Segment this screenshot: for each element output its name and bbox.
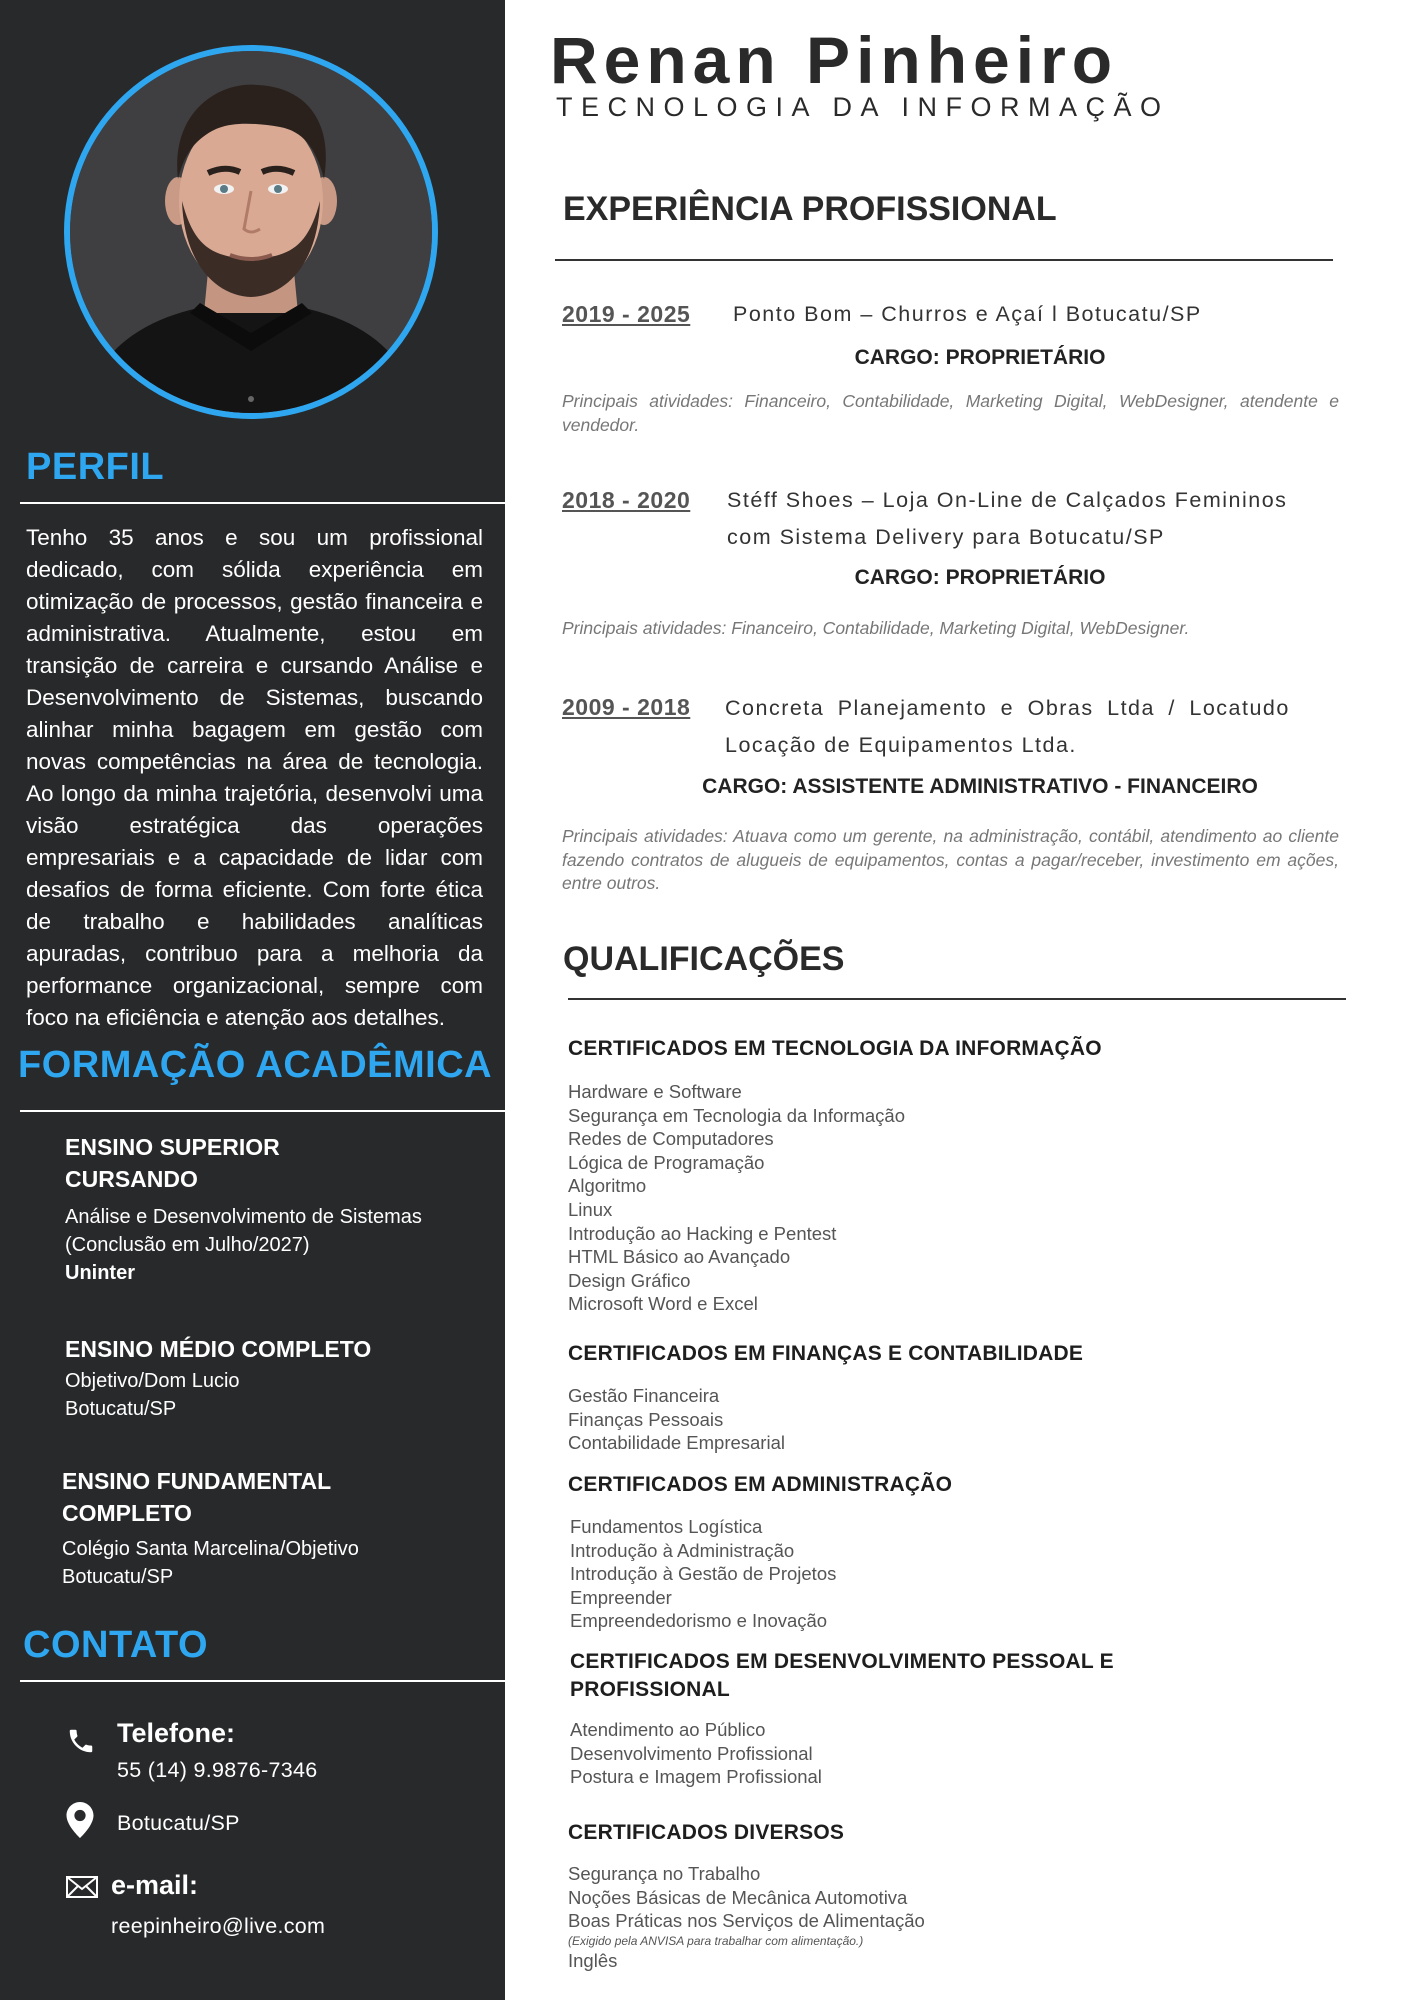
job-company: Ponto Bom – Churros e Açaí l Botucatu/SP [733,302,1202,326]
cert-group-title: CERTIFICADOS EM ADMINISTRAÇÃO [568,1473,953,1496]
education-school: Objetivo/Dom Lucio [65,1370,240,1392]
cert-item: Gestão Financeira [568,1385,720,1406]
education-divider [20,1110,505,1112]
cert-item: Segurança em Tecnologia da Informação [568,1104,905,1126]
cert-item: Segurança no Trabalho [568,1863,761,1884]
education-item-elementary [62,1465,482,1591]
cert-item: Introdução à Gestão de Projetos [570,1563,837,1585]
cert-item: Empreender [570,1586,672,1608]
cert-group-title: CERTIFICADOS EM TECNOLOGIA DA INFORMAÇÃO [568,1037,1102,1060]
job-company: Concreta Planejamento e Obras Ltda / Locatudo [725,696,1290,720]
job-role: CARGO: PROPRIETÁRIO [854,566,1106,589]
education-title: ENSINO FUNDAMENTAL [62,1468,332,1494]
experience-heading: EXPERIÊNCIA PROFISSIONAL [563,190,1057,228]
job-activities: Principais atividades: Financeiro, Contabilidade, Marketing Digital, WebDesigner, atendente e vendedor. [562,391,1339,435]
job-period: 2019 - 2025 [562,301,691,327]
education-title-line2: CURSANDO [65,1166,198,1192]
education-course: Análise e Desenvolvimento de Sistemas [65,1206,422,1228]
location-value: Botucatu/SP [117,1811,240,1835]
cert-note: (Exigido pela ANVISA para trabalhar com alimentação.) [568,1933,864,1948]
cert-item: Hardware e Software [568,1081,742,1102]
cert-list [568,1384,1328,1455]
candidate-name: Renan Pinheiro [550,23,1119,97]
phone-icon [66,1726,96,1756]
cert-item: Introdução ao Hacking e Pentest [568,1222,837,1244]
education-title-line2: COMPLETO [62,1500,192,1526]
cert-group-title: CERTIFICADOS EM FINANÇAS E CONTABILIDADE [568,1342,1084,1365]
cert-item: Finanças Pessoais [568,1408,724,1430]
cert-item: Atendimento ao Público [570,1719,766,1740]
job-role: CARGO: ASSISTENTE ADMINISTRATIVO - FINANCEIRO [702,775,1258,798]
cert-item: Noções Básicas de Mecânica Automotiva [568,1886,908,1908]
person-portrait-image [70,51,432,413]
cert-item: Fundamentos Logística [570,1516,763,1537]
profile-divider [20,502,505,504]
education-title: ENSINO SUPERIOR [65,1134,280,1160]
cert-group-title: CERTIFICADOS DIVERSOS [568,1821,845,1844]
job-role: CARGO: PROPRIETÁRIO [854,346,1106,369]
job-activities: Principais atividades: Financeiro, Contabilidade, Marketing Digital, WebDesigner. [562,618,1190,638]
phone-label: Telefone: [117,1718,236,1748]
cert-item: Empreendedorismo e Inovação [570,1610,828,1632]
cert-item: Algoritmo [568,1175,647,1197]
education-school: Colégio Santa Marcelina/Objetivo [62,1538,359,1560]
cert-item: Lógica de Programação [568,1151,765,1173]
cert-item: Boas Práticas nos Serviços de Alimentação [568,1910,925,1932]
education-city: Botucatu/SP [62,1566,174,1588]
job-company-line2: Locação de Equipamentos Ltda. [725,733,1077,757]
profile-heading: PERFIL [26,446,165,488]
cert-item: Linux [568,1198,613,1220]
education-conclusion: (Conclusão em Julho/2027) [65,1234,310,1256]
job-company: Stéff Shoes – Loja On-Line de Calçados Femininos [727,488,1288,512]
cert-item: Inglês [568,1949,618,1971]
education-title: ENSINO MÉDIO COMPLETO [65,1336,372,1362]
cert-list [568,1080,1328,1316]
location-pin-icon [66,1802,94,1838]
cert-item: Design Gráfico [568,1269,691,1291]
phone-number[interactable]: 55 (14) 9.9876-7346 [117,1758,318,1782]
job-activities: Principais atividades: Atuava como um gerente, na administração, contábil, atendimento ao cliente fazendo contratos de alugueis de equipamentos, contas a pagar/receber, investimento em ações, entre outros. [562,826,1339,893]
education-city: Botucatu/SP [65,1398,177,1420]
cert-item: Contabilidade Empresarial [568,1432,785,1454]
job-period: 2018 - 2020 [562,487,691,513]
cert-item: Redes de Computadores [568,1128,774,1150]
candidate-role: TECNOLOGIA DA INFORMAÇÃO [556,92,1170,122]
cert-item: Introdução à Administração [570,1539,795,1561]
contact-heading: CONTATO [23,1624,209,1666]
education-heading: FORMAÇÃO ACADÊMICA [18,1044,493,1086]
experience-divider [555,259,1333,261]
cert-item: Desenvolvimento Profissional [570,1742,813,1764]
cert-item: Postura e Imagem Profissional [570,1766,822,1788]
education-institution: Uninter [65,1262,135,1284]
cert-list [570,1515,1330,1633]
email-address[interactable]: reepinheiro@live.com [111,1914,326,1938]
cert-item: HTML Básico ao Avançado [568,1246,791,1268]
qualifications-heading: QUALIFICAÇÕES [563,940,845,978]
education-item-higher [65,1131,485,1287]
cert-group-title: CERTIFICADOS EM DESENVOLVIMENTO PESSOAL E PROFISSIONAL [570,1650,1114,1701]
contact-divider [20,1680,505,1682]
email-label: e-mail: [111,1870,199,1900]
envelope-icon [66,1876,98,1898]
job-company-line2: com Sistema Delivery para Botucatu/SP [727,525,1165,549]
cert-list [568,1862,1328,1972]
profile-photo [64,45,438,419]
job-period: 2009 - 2018 [562,694,691,720]
cert-item: Microsoft Word e Excel [568,1293,758,1315]
education-item-highschool [65,1333,485,1423]
cert-list [570,1718,1330,1789]
profile-text: Tenho 35 anos e sou um profissional dedicado, com sólida experiência em otimização de processos, gestão financeira e administrativa. Atualmente, estou em transição de carreira e cursando Análise e Desenvolvimento de Sistemas, buscando alinhar minha bagagem em gestão com novas competências na área de tecnologia. Ao longo da minha trajetória, desenvolvi uma visão estratégica das operações empresariais e a capacidade de lidar com desafios de forma eficiente. Com forte ética de trabalho e habilidades analíticas apuradas, contribuo para a melhoria da performance organizacional, sempre com foco na eficiência e atenção aos detalhes. [26,525,483,1030]
qualifications-divider [568,998,1346,1000]
